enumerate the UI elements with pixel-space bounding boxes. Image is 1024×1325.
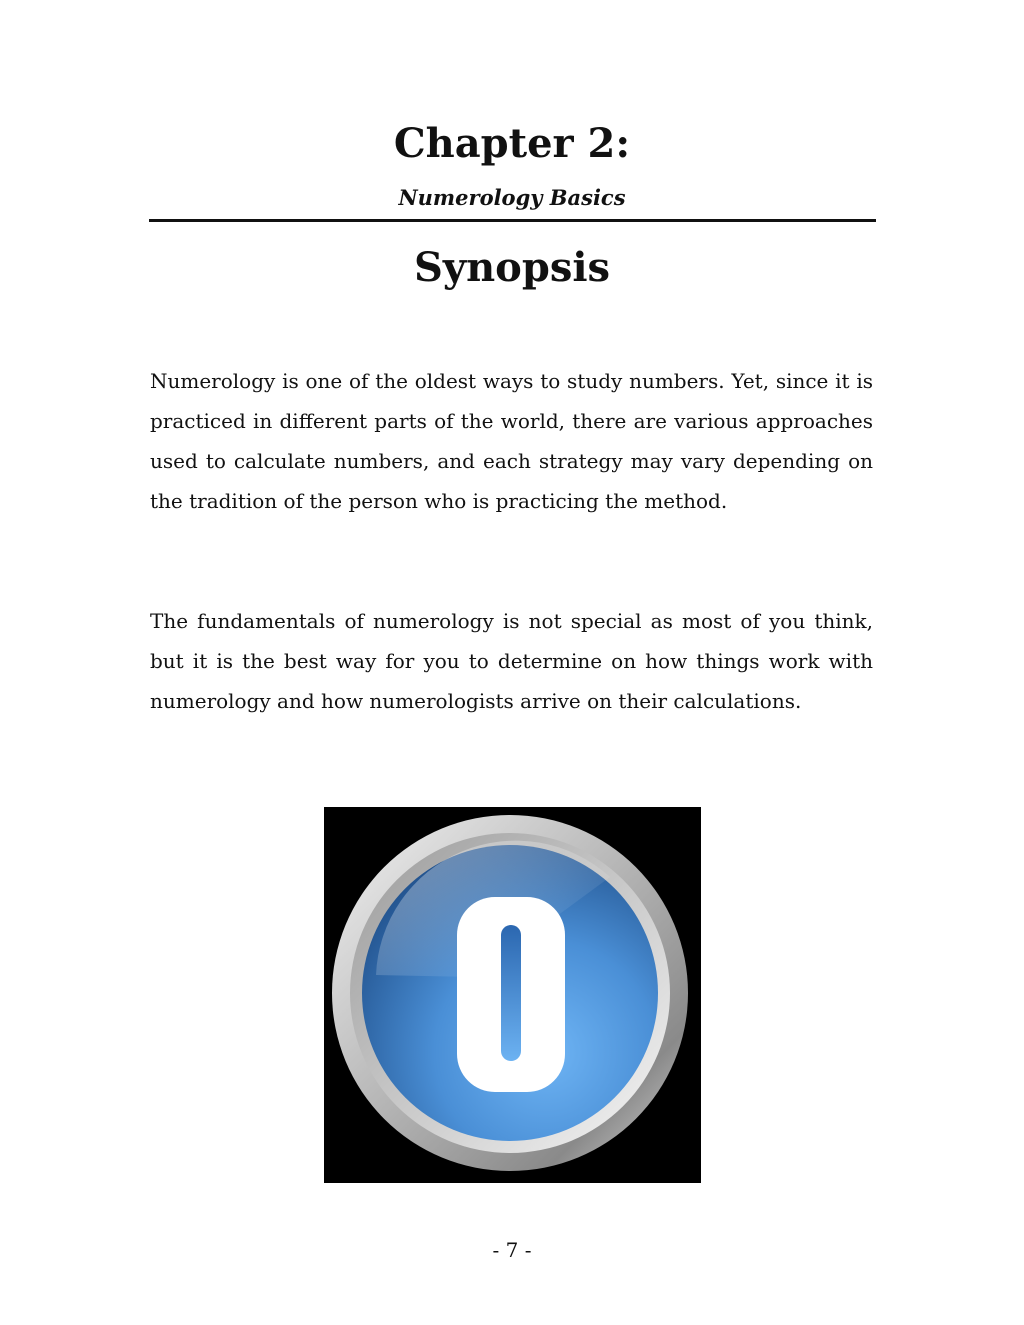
zero-badge-icon [324, 807, 701, 1183]
chapter-subtitle: Numerology Basics [398, 185, 626, 210]
section-title: Synopsis [413, 244, 611, 291]
title-divider [149, 219, 876, 222]
page-number: - 7 - [492, 1238, 532, 1262]
body-paragraph-2: The fundamentals of numerology is not special as most of you think, but it is the best way for you to determine on how things work with numerology and how numerologists arrive on their calculations. [150, 609, 873, 713]
chapter-title: Chapter 2: [393, 120, 631, 167]
number-zero-button-image [324, 807, 701, 1183]
body-paragraph-1: Numerology is one of the oldest ways to study numbers. Yet, since it is practiced in different parts of the world, there are various approaches used to calculate numbers, and each strategy may vary depending on the tradition of the person who is practicing the method. [150, 369, 873, 513]
